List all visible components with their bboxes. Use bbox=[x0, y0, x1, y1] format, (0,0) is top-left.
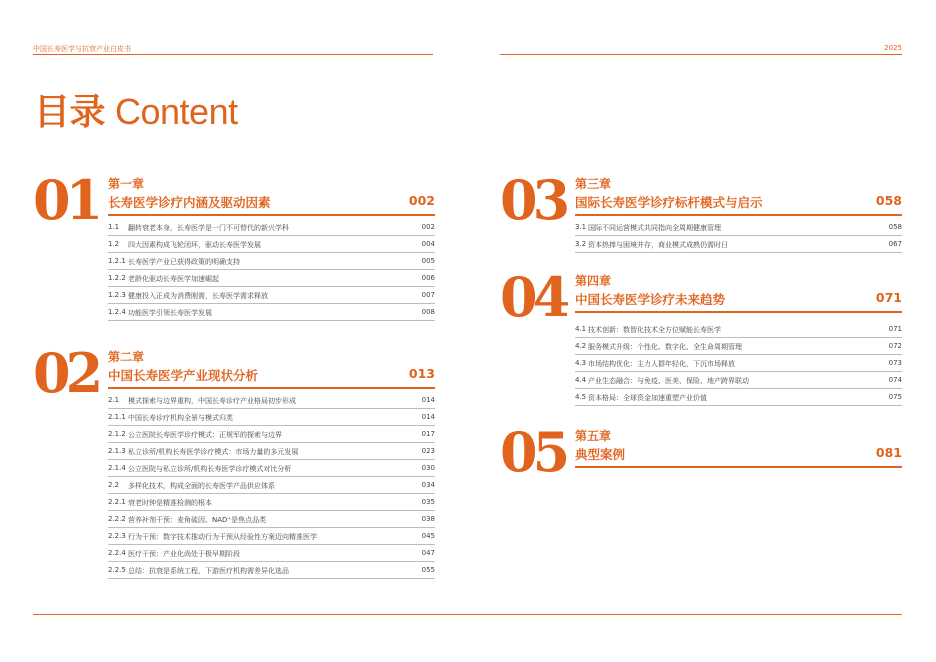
chapter-title[interactable]: 中国长寿医学产业现状分析 bbox=[108, 368, 259, 383]
toc-item-number: 2.2.2 bbox=[108, 515, 126, 523]
chapter-rule bbox=[575, 466, 902, 468]
toc-item-page: 004 bbox=[421, 240, 435, 248]
toc-list bbox=[108, 219, 435, 321]
toc-item[interactable] bbox=[575, 338, 902, 355]
toc-item-number: 3.2 bbox=[575, 240, 587, 248]
toc-item-number: 1.1 bbox=[108, 223, 120, 231]
toc-item[interactable] bbox=[108, 511, 435, 528]
toc-item-page: 007 bbox=[421, 291, 435, 299]
toc-item[interactable] bbox=[108, 562, 435, 579]
toc-item-text: 功能医学引领长寿医学发展 bbox=[128, 309, 212, 317]
toc-item-page: 047 bbox=[421, 549, 435, 557]
toc-item[interactable] bbox=[108, 287, 435, 304]
header-year: 2025 bbox=[884, 44, 902, 52]
toc-item[interactable] bbox=[108, 443, 435, 460]
chapter-page[interactable]: 058 bbox=[875, 193, 902, 208]
toc-item-page: 023 bbox=[421, 447, 435, 455]
chapter-page[interactable]: 071 bbox=[875, 290, 902, 305]
toc-item-number: 2.2.5 bbox=[108, 566, 126, 574]
toc-item-number: 4.5 bbox=[575, 393, 587, 401]
header-rule-right bbox=[500, 54, 902, 55]
chapter-label: 第三章 bbox=[575, 177, 612, 191]
toc-item-number: 4.4 bbox=[575, 376, 587, 384]
toc-item-page: 074 bbox=[888, 376, 902, 384]
chapter-rule bbox=[575, 214, 902, 216]
toc-item-number: 2.2.3 bbox=[108, 532, 126, 540]
chapter-label: 第二章 bbox=[108, 350, 145, 364]
toc-item-text: 市场结构优化：主力人群年轻化，下沉市场释放 bbox=[588, 360, 735, 368]
chapter-page[interactable]: 013 bbox=[408, 366, 435, 381]
chapter-number: 04 bbox=[500, 265, 566, 329]
toc-item-text: 国际不同运营模式共同指向全周期健康管理 bbox=[588, 224, 721, 232]
toc-item-number: 1.2.4 bbox=[108, 308, 126, 316]
toc-item-number: 2.2.4 bbox=[108, 549, 126, 557]
toc-item-text: 多样化技术，构成全面的长寿医学产品供应体系 bbox=[128, 482, 275, 490]
toc-item-text: 公立医院与私立诊所/机构长寿医学诊疗模式对比分析 bbox=[128, 465, 292, 473]
toc-item-page: 005 bbox=[421, 257, 435, 265]
toc-item-text: 资本热捧与困境并存，商业模式成熟仍需时日 bbox=[588, 241, 728, 249]
toc-item-text: 中国长寿诊疗机构全景与模式归类 bbox=[128, 414, 233, 422]
toc-item-page: 072 bbox=[888, 342, 902, 350]
chapter-title[interactable]: 国际长寿医学诊疗标杆模式与启示 bbox=[575, 195, 763, 210]
toc-item-number: 1.2.1 bbox=[108, 257, 126, 265]
toc-item-number: 2.2.1 bbox=[108, 498, 126, 506]
chapter-rule bbox=[108, 387, 435, 389]
toc-item-page: 008 bbox=[421, 308, 435, 316]
toc-item[interactable] bbox=[575, 389, 902, 406]
chapter-number: 02 bbox=[33, 341, 99, 405]
toc-item-text: 老龄化驱动长寿医学加速崛起 bbox=[128, 275, 219, 283]
toc-item-text: 长寿医学产业已获得政策的明确支持 bbox=[128, 258, 240, 266]
toc-item-number: 3.1 bbox=[575, 223, 587, 231]
toc-item[interactable] bbox=[575, 355, 902, 372]
toc-item-page: 006 bbox=[421, 274, 435, 282]
toc-item-text: 资本格局：全球资金加速重塑产业价值 bbox=[588, 394, 707, 402]
toc-item[interactable] bbox=[108, 494, 435, 511]
toc-item-text: 衰老时钟是精准检测的根本 bbox=[128, 499, 212, 507]
toc-item-text: 医疗干预：产业化尚处于极早期阶段 bbox=[128, 550, 240, 558]
toc-item-text: 模式探索与边界重构，中国长寿诊疗产业格局初步形成 bbox=[128, 397, 296, 405]
toc-item-number: 2.2 bbox=[108, 481, 120, 489]
toc-item-number: 4.3 bbox=[575, 359, 587, 367]
toc-item-number: 2.1 bbox=[108, 396, 120, 404]
toc-item[interactable] bbox=[108, 409, 435, 426]
chapter-number: 01 bbox=[33, 168, 99, 232]
toc-item[interactable] bbox=[108, 236, 435, 253]
chapter-title[interactable]: 中国长寿医学诊疗未来趋势 bbox=[575, 292, 726, 307]
toc-item-text: 公立医院长寿医学诊疗模式：正规军的探索与边界 bbox=[128, 431, 282, 439]
toc-item[interactable] bbox=[575, 372, 902, 389]
toc-item-text: 技术创新：数智化技术全方位赋能长寿医学 bbox=[588, 326, 721, 334]
toc-item-number: 1.2.2 bbox=[108, 274, 126, 282]
toc-item-text: 四大因素构成飞轮闭环，驱动长寿医学发展 bbox=[128, 241, 261, 249]
chapter-number: 05 bbox=[500, 420, 566, 484]
toc-list bbox=[575, 321, 902, 406]
toc-item-page: 014 bbox=[421, 396, 435, 404]
header-rule-left bbox=[33, 54, 433, 55]
toc-item-page: 045 bbox=[421, 532, 435, 540]
toc-item-number: 2.1.4 bbox=[108, 464, 126, 472]
toc-item-number: 2.1.1 bbox=[108, 413, 126, 421]
chapter-title[interactable]: 典型案例 bbox=[575, 447, 626, 462]
toc-item[interactable] bbox=[108, 392, 435, 409]
toc-item-page: 034 bbox=[421, 481, 435, 489]
toc-item[interactable] bbox=[108, 528, 435, 545]
toc-item-page: 055 bbox=[421, 566, 435, 574]
toc-item-text: 翻转衰老本身，长寿医学是一门不可替代的新兴学科 bbox=[128, 224, 289, 232]
toc-item-page: 058 bbox=[888, 223, 902, 231]
toc-item-page: 073 bbox=[888, 359, 902, 367]
chapter-label: 第五章 bbox=[575, 429, 612, 443]
toc-item[interactable] bbox=[108, 219, 435, 236]
toc-item[interactable] bbox=[108, 304, 435, 321]
toc-list bbox=[575, 219, 902, 253]
toc-item[interactable] bbox=[575, 219, 902, 236]
toc-item-page: 038 bbox=[421, 515, 435, 523]
toc-item-text: 服务模式升级：个性化、数字化、全生命周期管理 bbox=[588, 343, 742, 351]
toc-item[interactable] bbox=[108, 460, 435, 477]
toc-item-page: 071 bbox=[888, 325, 902, 333]
page-title-zh: 目录 bbox=[34, 92, 106, 133]
chapter-label: 第一章 bbox=[108, 177, 145, 191]
page-title-en: Content bbox=[115, 91, 238, 132]
toc-item-number: 1.2 bbox=[108, 240, 120, 248]
chapter-page[interactable]: 002 bbox=[408, 193, 435, 208]
toc-item-text: 行为干预：数字技术推动行为干预从经验性方案迈向精准医学 bbox=[128, 533, 317, 541]
toc-item-page: 075 bbox=[888, 393, 902, 401]
toc-item[interactable] bbox=[108, 545, 435, 562]
toc-item-number: 4.2 bbox=[575, 342, 587, 350]
toc-item-number: 2.1.2 bbox=[108, 430, 126, 438]
toc-list bbox=[108, 392, 435, 579]
header-title: 中国长寿医学与抗衰产业白皮书 bbox=[33, 45, 131, 53]
toc-item-text: 营养补剂干预：麦角硫因、NAD⁺是焦点品类 bbox=[128, 516, 267, 524]
chapter-title[interactable]: 长寿医学诊疗内涵及驱动因素 bbox=[108, 195, 271, 210]
toc-item-number: 1.2.3 bbox=[108, 291, 126, 299]
toc-item[interactable] bbox=[108, 477, 435, 494]
toc-item[interactable] bbox=[108, 270, 435, 287]
toc-item-page: 017 bbox=[421, 430, 435, 438]
toc-item[interactable] bbox=[108, 253, 435, 270]
toc-item-text: 产业生态融合：与免疫、医美、保险、地产跨界联动 bbox=[588, 377, 749, 385]
toc-item[interactable] bbox=[575, 321, 902, 338]
toc-item-page: 002 bbox=[421, 223, 435, 231]
toc-item[interactable] bbox=[575, 236, 902, 253]
toc-item-number: 2.1.3 bbox=[108, 447, 126, 455]
chapter-label: 第四章 bbox=[575, 274, 612, 288]
toc-item-page: 035 bbox=[421, 498, 435, 506]
toc-item-number: 4.1 bbox=[575, 325, 587, 333]
toc-item-page: 014 bbox=[421, 413, 435, 421]
toc-item-page: 067 bbox=[888, 240, 902, 248]
toc-item-text: 私立诊所/机构长寿医学诊疗模式：市场力量的多元发展 bbox=[128, 448, 299, 456]
toc-item-page: 030 bbox=[421, 464, 435, 472]
page-title bbox=[34, 84, 238, 135]
toc-item-text: 健康投入正成为消费刚需，长寿医学需求释放 bbox=[128, 292, 268, 300]
chapter-page[interactable]: 081 bbox=[875, 445, 902, 460]
chapter-rule bbox=[575, 311, 902, 313]
footer-rule bbox=[33, 614, 902, 615]
chapter-number: 03 bbox=[500, 168, 566, 232]
toc-item-text: 总结：抗衰是系统工程，下游医疗机构需差异化选品 bbox=[128, 567, 289, 575]
chapter-rule bbox=[108, 214, 435, 216]
toc-item[interactable] bbox=[108, 426, 435, 443]
